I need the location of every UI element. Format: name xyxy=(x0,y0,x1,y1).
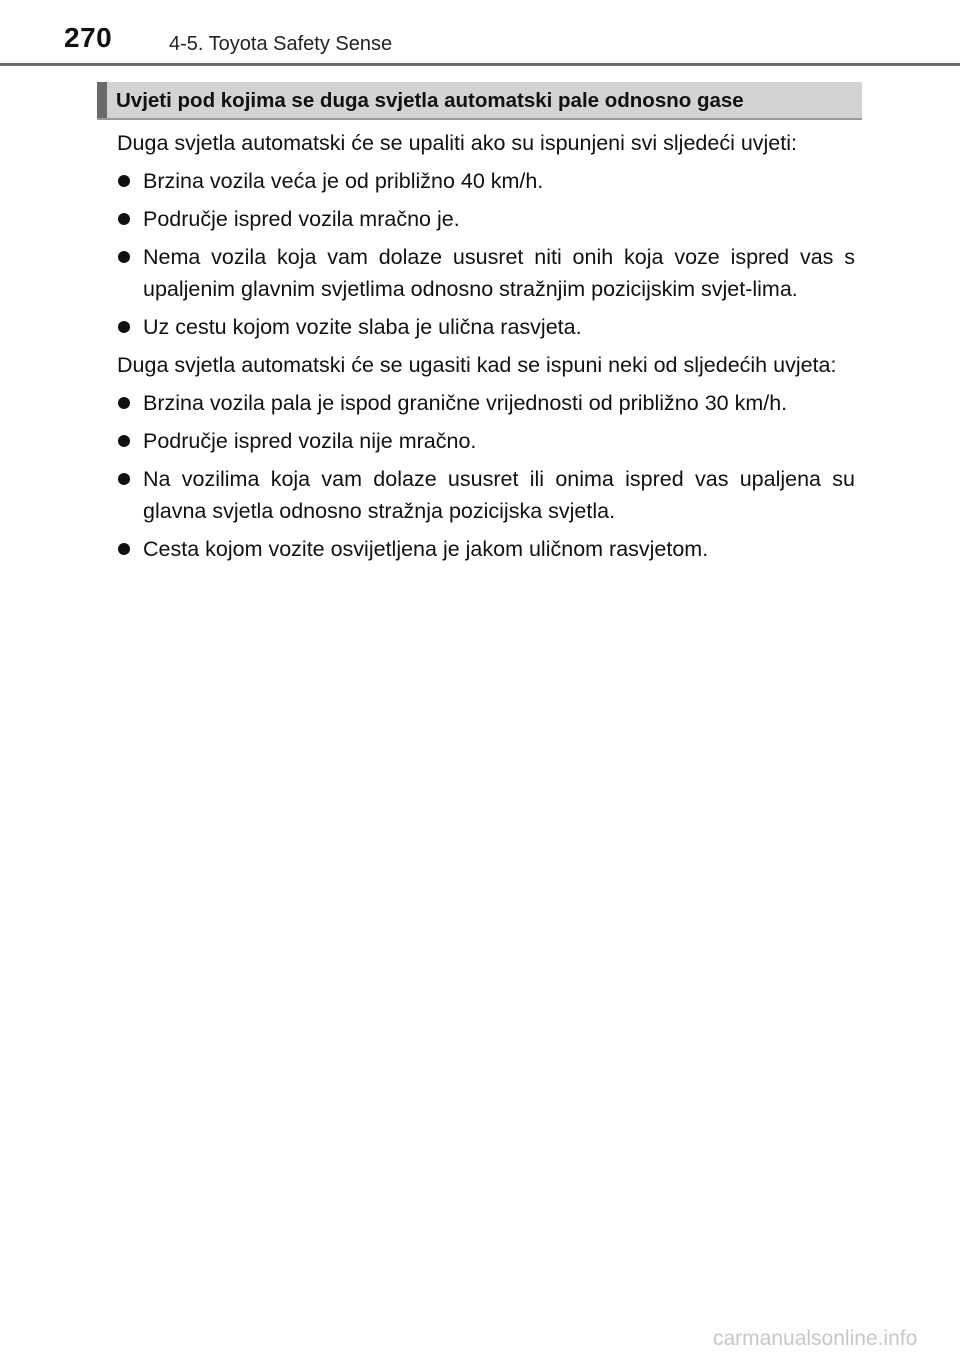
body-content xyxy=(117,127,855,571)
list-item-text: Brzina vozila pala je ispod granične vrijednosti od približno 30 km/h. xyxy=(143,391,788,415)
intro-on-paragraph: Duga svjetla automatski će se upaliti ako su ispunjeni svi sljedeći uvjeti: xyxy=(117,131,797,155)
page-number: 270 xyxy=(64,22,113,53)
watermark: carmanualsonline.info xyxy=(713,1327,918,1350)
list-item-text: Uz cestu kojom vozite slaba je ulična rasvjeta. xyxy=(143,315,582,339)
list-item xyxy=(117,387,855,419)
bullet-icon xyxy=(118,397,130,409)
list-item xyxy=(117,311,855,343)
list-item-text: Brzina vozila veća je od približno 40 km/h. xyxy=(143,169,544,193)
list-item xyxy=(117,533,855,565)
section-title: 4-5. Toyota Safety Sense xyxy=(169,33,393,55)
bullet-icon xyxy=(118,435,130,447)
list-item-text: Područje ispred vozila nije mračno. xyxy=(143,429,477,453)
list-item-text: Na vozilima koja vam dolaze ususret ili onima ispred vas upaljena su glavna svjetla odnosno stražnja pozicijska svjetla. xyxy=(143,467,855,523)
list-item xyxy=(117,425,855,457)
heading-accent-bar xyxy=(97,82,107,118)
list-item-text: Područje ispred vozila mračno je. xyxy=(143,207,460,231)
section-heading: Uvjeti pod kojima se duga svjetla automatski pale odnosno gase xyxy=(116,89,744,112)
bullet-icon xyxy=(118,175,130,187)
bullet-icon xyxy=(118,213,130,225)
bullet-icon xyxy=(118,251,130,263)
list-item-text: Nema vozila koja vam dolaze ususret niti onih koja voze ispred vas s upaljenim glavnim svjetlima odnosno stražnjim pozicijskim svjet-lima. xyxy=(143,245,855,301)
list-item xyxy=(117,203,855,235)
list-item xyxy=(117,463,855,527)
list-item xyxy=(117,241,855,305)
intro-off-paragraph: Duga svjetla automatski će se ugasiti kad se ispuni neki od sljedećih uvjeta: xyxy=(117,353,837,377)
header-divider xyxy=(0,63,960,66)
list-item-text: Cesta kojom vozite osvijetljena je jakom uličnom rasvjetom. xyxy=(143,537,709,561)
bullet-icon xyxy=(118,321,130,333)
bullet-icon xyxy=(118,543,130,555)
section-heading-box xyxy=(97,82,862,120)
list-item xyxy=(117,165,855,197)
bullet-icon xyxy=(118,473,130,485)
